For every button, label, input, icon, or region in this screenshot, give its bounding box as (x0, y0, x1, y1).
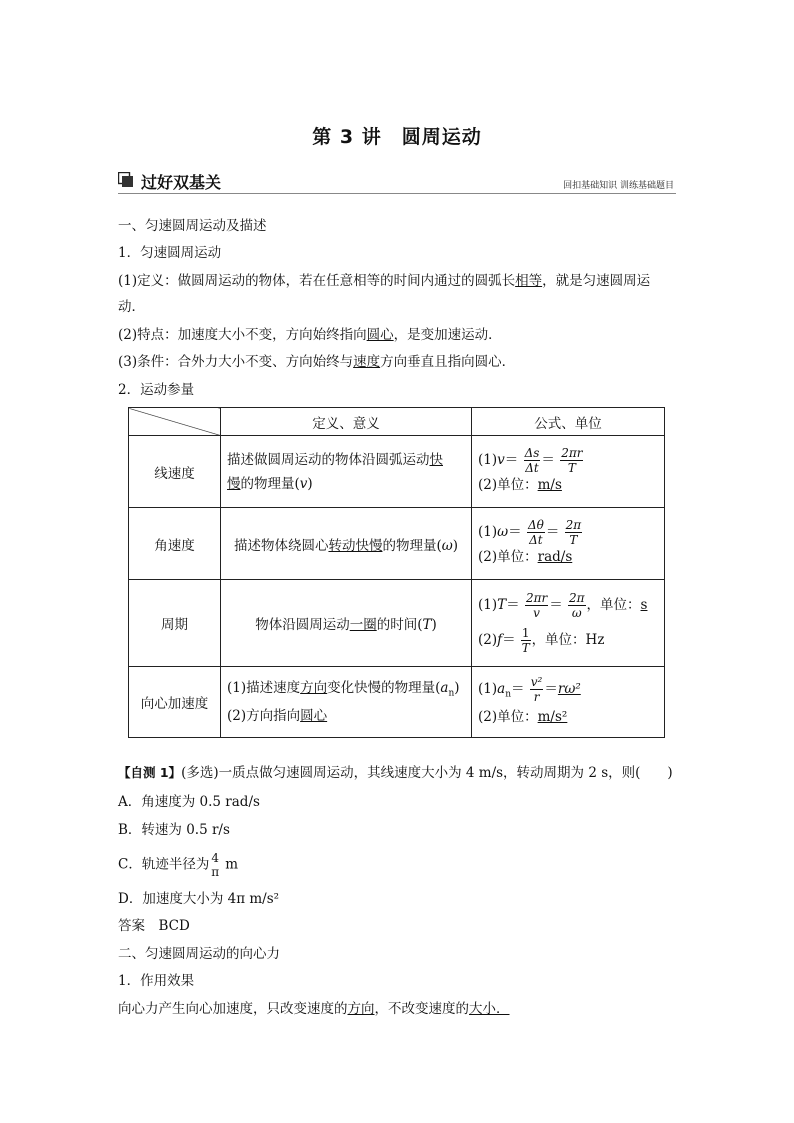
row-description: 描述做圆周运动的物体沿圆弧运动快 慢的物理量(v) (221, 436, 472, 508)
row-description: 物体沿圆周运动一圈的时间(T) (221, 580, 472, 667)
part1-sub1: 1．匀速圆周运动 (118, 245, 222, 261)
fraction: $\frac{\text{v²}}{r}$ (530, 675, 543, 705)
option-a: A．角速度为 0.5 rad/s (118, 794, 260, 810)
section-subtitle: 回扣基础知识 训练基础题目 (563, 181, 674, 191)
section-divider (118, 193, 676, 194)
table-row (129, 436, 665, 508)
condition-line: (3)条件：合外力大小不变、方向始终与速度方向垂直且指向圆心． (118, 354, 516, 370)
row-name: 角速度 (129, 508, 221, 580)
option-b: B．转速为 0.5 r/s (118, 822, 230, 838)
part1-heading: 一、匀速圆周运动及描述 (118, 218, 267, 234)
row-name: 周期 (129, 580, 221, 667)
selftest-question: 【自测 1】(多选)一质点做匀速圆周运动，其线速度大小为 4 m/s，转动周期为 2 s，则( ) (118, 765, 673, 781)
feature-line: (2)特点：加速度大小不变，方向始终指向圆心，是变加速运动． (118, 327, 502, 343)
square-bullet-icon (118, 172, 134, 188)
fraction: $\frac{2\pi}{\omega}$ (569, 591, 585, 620)
row-formula: (1)T＝ $\frac{2\pi r}{v}$ ＝ $\frac{2\pi}{\omega}$ ，单位：s (2)f＝ $\frac{1}{T}$ ，单位：Hz (472, 580, 665, 667)
fraction: $\frac{\Delta\theta}{\Delta t}$ (527, 518, 544, 547)
row-formula: (1)ω＝ $\frac{\Delta\theta}{\Delta t}$ ＝ $\frac{2\pi}{T}$ (2)单位：rad/s (472, 508, 665, 580)
part2-sub1: 1．作用效果 (118, 973, 195, 989)
part1-sub2: 2．运动参量 (118, 382, 195, 398)
table-row (129, 508, 665, 580)
fraction: $\frac{2\pi r}{T}$ (561, 446, 583, 475)
table-row (129, 667, 665, 738)
table-header-row (129, 408, 665, 436)
header-definition: 定义、意义 (221, 408, 472, 436)
fraction: $\frac{\Delta s}{\Delta t}$ (524, 446, 540, 475)
section-title: 过好双基关 (141, 173, 222, 192)
motion-parameters-table (128, 407, 665, 738)
header-corner-cell (129, 408, 221, 436)
fraction: $\frac{2\pi r}{v}$ (525, 591, 548, 620)
effect-line: 向心力产生向心加速度，只改变速度的方向，不改变速度的大小． (118, 1001, 510, 1017)
row-description: 描述物体绕圆心转动快慢的物理量(ω) (221, 508, 472, 580)
row-formula: (1)v＝ $\frac{\Delta s}{\Delta t}$ ＝ $\frac{2\pi r}{T}$ (2)单位：m/s (472, 436, 665, 508)
fraction: 4 π (211, 851, 220, 879)
table-row (129, 580, 665, 667)
page-title: 第 3 讲 圆周运动 (312, 126, 482, 148)
header-formula: 公式、单位 (472, 408, 665, 436)
option-c: C．轨迹半径为 4 π m (118, 851, 239, 879)
definition-cont: 动． (118, 299, 145, 315)
answer: 答案 BCD (118, 918, 190, 934)
part2-heading: 二、匀速圆周运动的向心力 (118, 946, 280, 962)
option-d: D．加速度大小为 4π m/s² (118, 891, 280, 907)
row-name: 向心加速度 (129, 667, 221, 738)
fraction: $\frac{2\pi}{T}$ (565, 518, 582, 547)
row-formula: $(1)a_n=$ $\frac{\text{v²}}{r}$ ＝rω² (2)单位：m/s² (472, 667, 665, 738)
fraction: $\frac{1}{T}$ (521, 626, 530, 655)
row-name: 线速度 (129, 436, 221, 508)
definition-line: (1)定义：做圆周运动的物体，若在任意相等的时间内通过的圆弧长相等，就是匀速圆周运 (118, 273, 651, 289)
row-description: (1)描述速度方向变化快慢的物理量$(a_n)$ (2)方向指向圆心 (221, 667, 472, 738)
